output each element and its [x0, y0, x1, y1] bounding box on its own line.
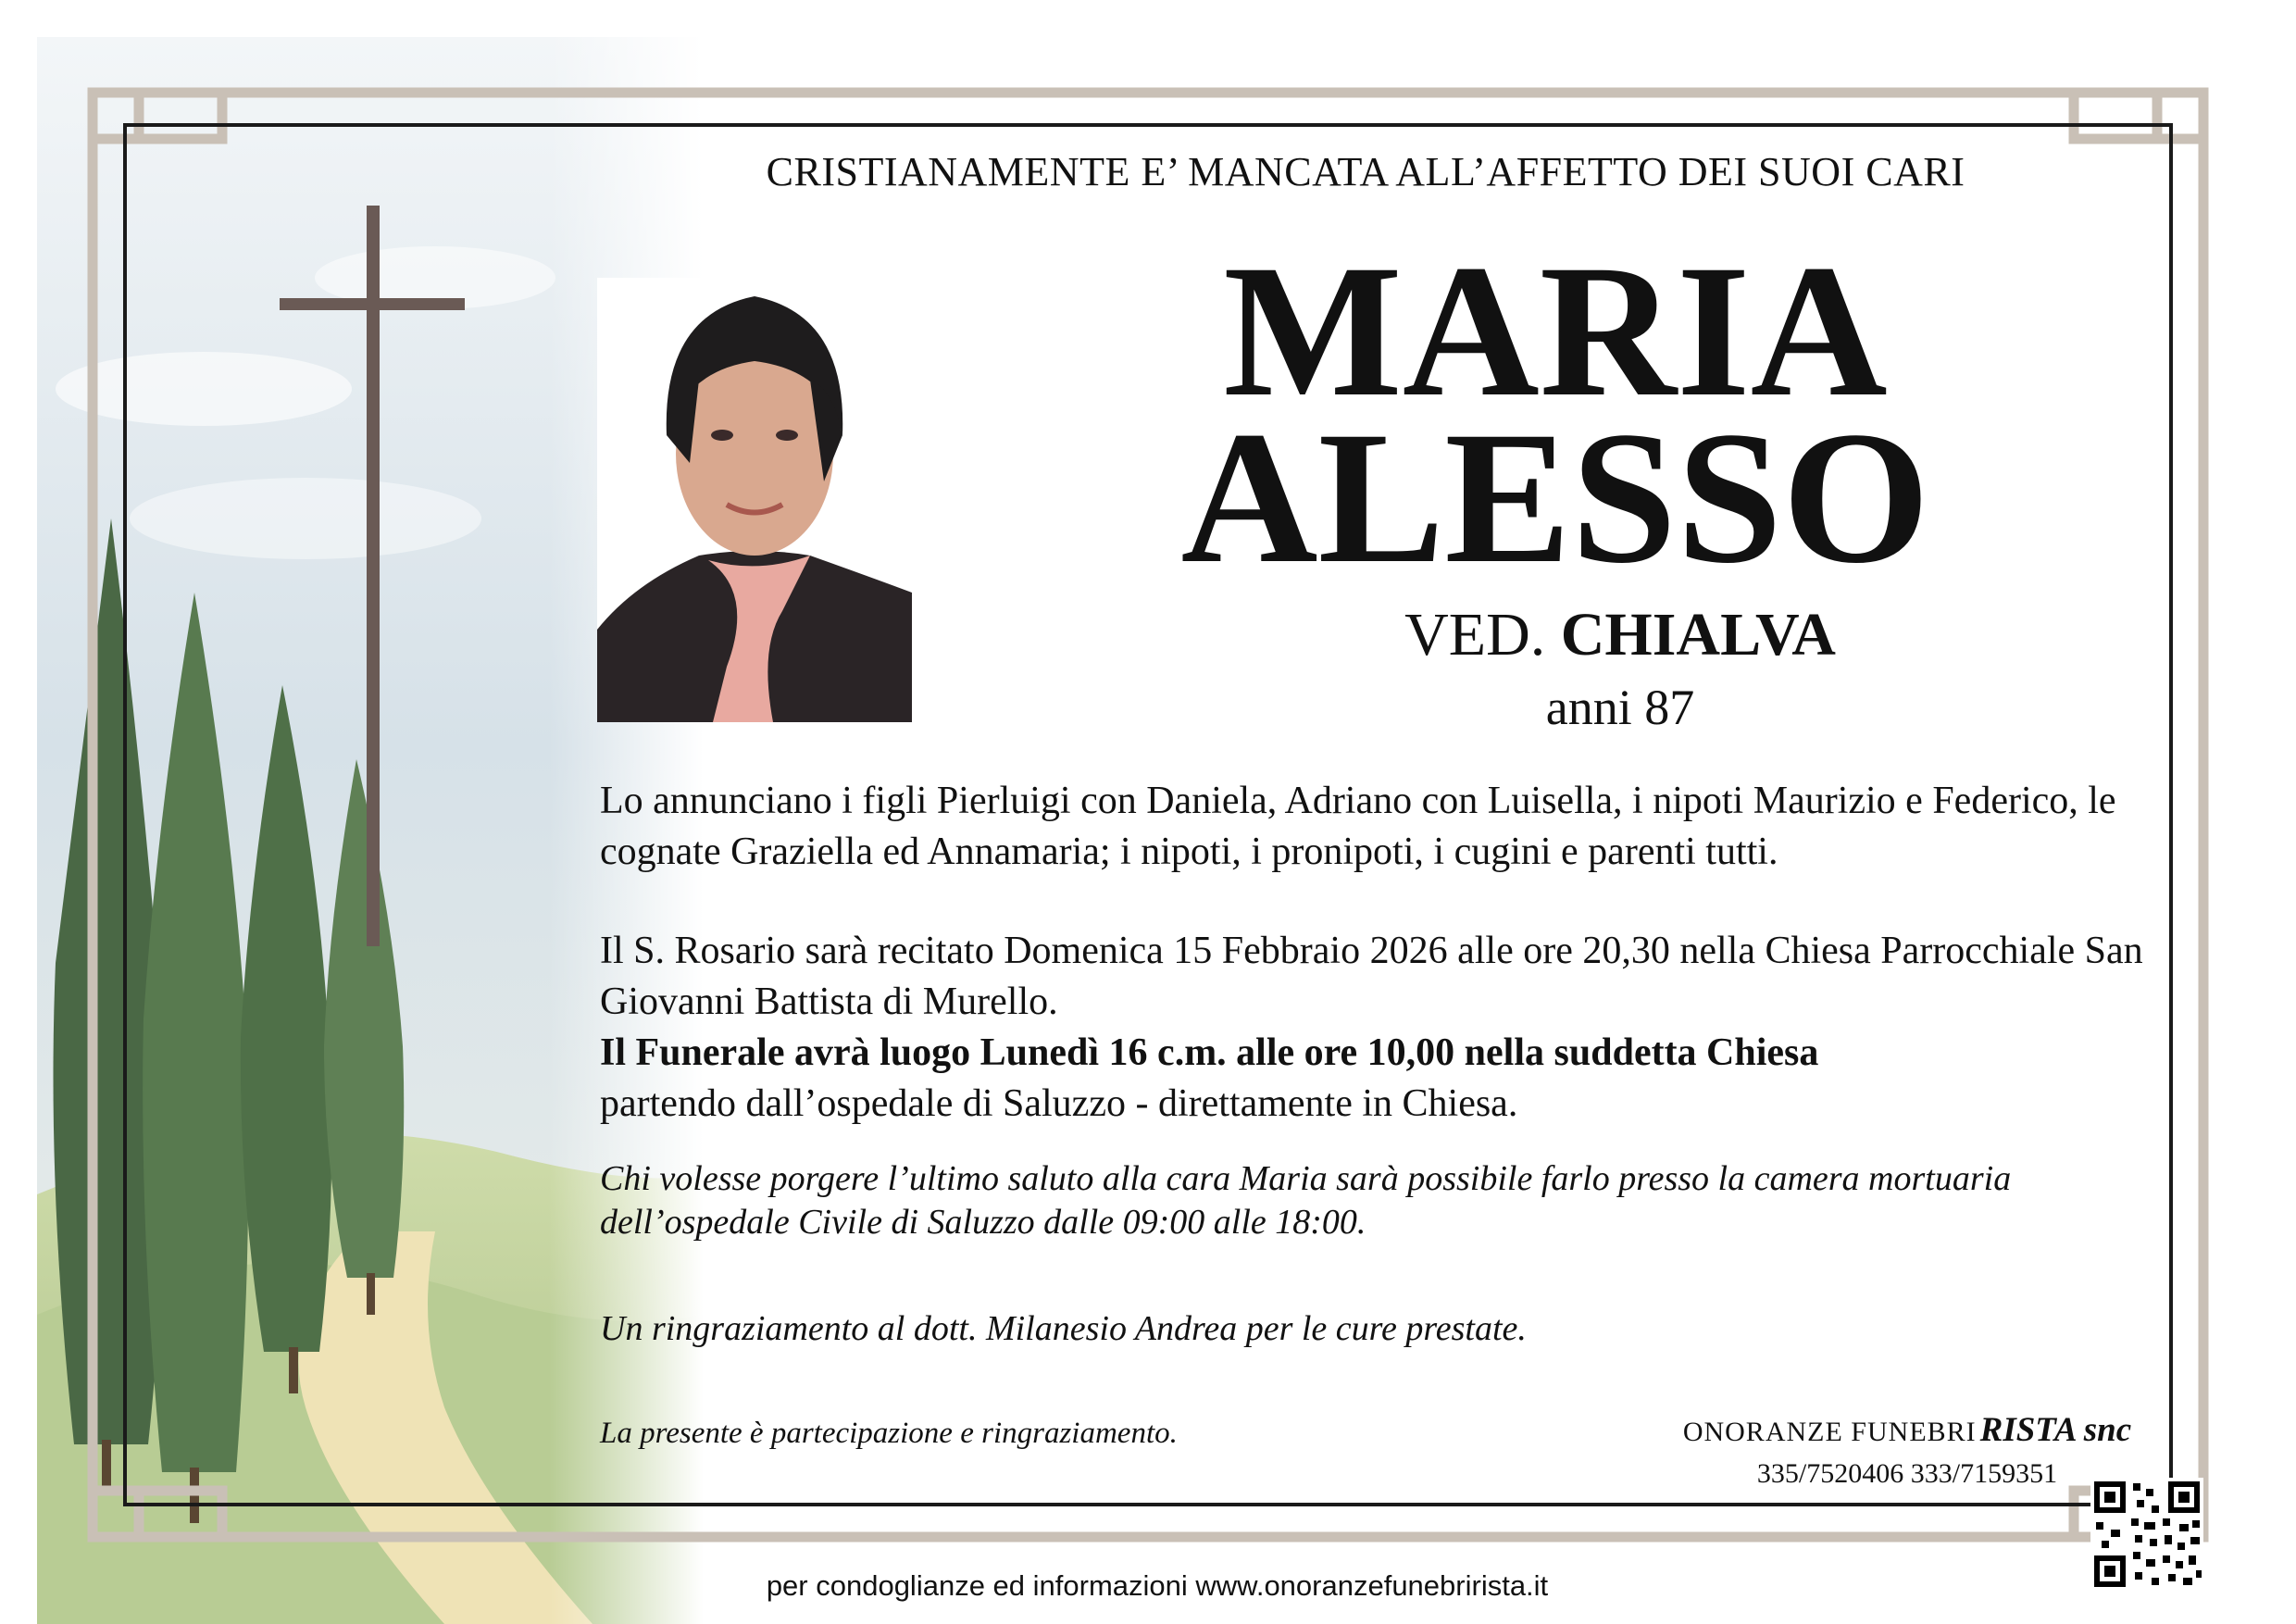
funeral-text: partendo dall’ospedale di Saluzzo - direttamente in Chiesa.	[600, 1082, 1518, 1125]
funeral-home	[1574, 1410, 2240, 1450]
widow-prefix: VED.	[1404, 601, 1546, 668]
funeral-text-bold: Il Funerale avrà luogo Lunedì 16 c.m. alle ore 10,00 nella suddetta Chiesa	[600, 1031, 1819, 1074]
funeral-home-name: RISTA snc	[1979, 1411, 2132, 1449]
notice-text: La presente è partecipazione e ringraziamento.	[600, 1417, 1178, 1450]
announcement-text: Lo annunciano i figli Pierluigi con Daniela, Adriano con Luisella, i nipoti Maurizio e Federico, le cognate Graziella ed Annamaria; i nipoti, i pronipoti, i cugini e parenti tutti.	[600, 780, 2116, 873]
widow-surname: CHIALVA	[1560, 601, 1836, 668]
funeral-home-phones: 335/7520406 333/7159351	[1756, 1458, 2058, 1489]
deceased-first-name: MARIA	[1223, 226, 1888, 436]
portrait-photo	[597, 278, 912, 722]
age: anni 87	[1545, 680, 1695, 735]
qr-code-icon[interactable]	[2090, 1478, 2203, 1591]
visitation-text: Chi volesse porgere l’ultimo saluto alla cara Maria sarà possibile farlo presso la camera mortuaria dell’ospedale Civile di Saluzzo dalle 09:00 alle 18:00.	[600, 1159, 2012, 1242]
thanks-text: Un ringraziamento al dott. Milanesio Andrea per le cure prestate.	[600, 1309, 1527, 1348]
rosary-text: Il S. Rosario sarà recitato Domenica 15 Febbraio 2026 alle ore 20,30 nella Chiesa Parrocchiale San Giovanni Battista di Murello.	[600, 930, 2143, 1023]
deceased-last-name: ALESSO	[1180, 393, 1930, 603]
widow-line	[1157, 600, 2083, 670]
funeral-home-label: ONORANZE FUNEBRI	[1682, 1417, 1977, 1447]
header-line: CRISTIANAMENTE E’ MANCATA ALL’AFFETTO DEI SUOI CARI	[766, 149, 1965, 194]
footer-contact: per condoglianze ed informazioni www.onoranzefunebrirista.it	[766, 1569, 1549, 1602]
